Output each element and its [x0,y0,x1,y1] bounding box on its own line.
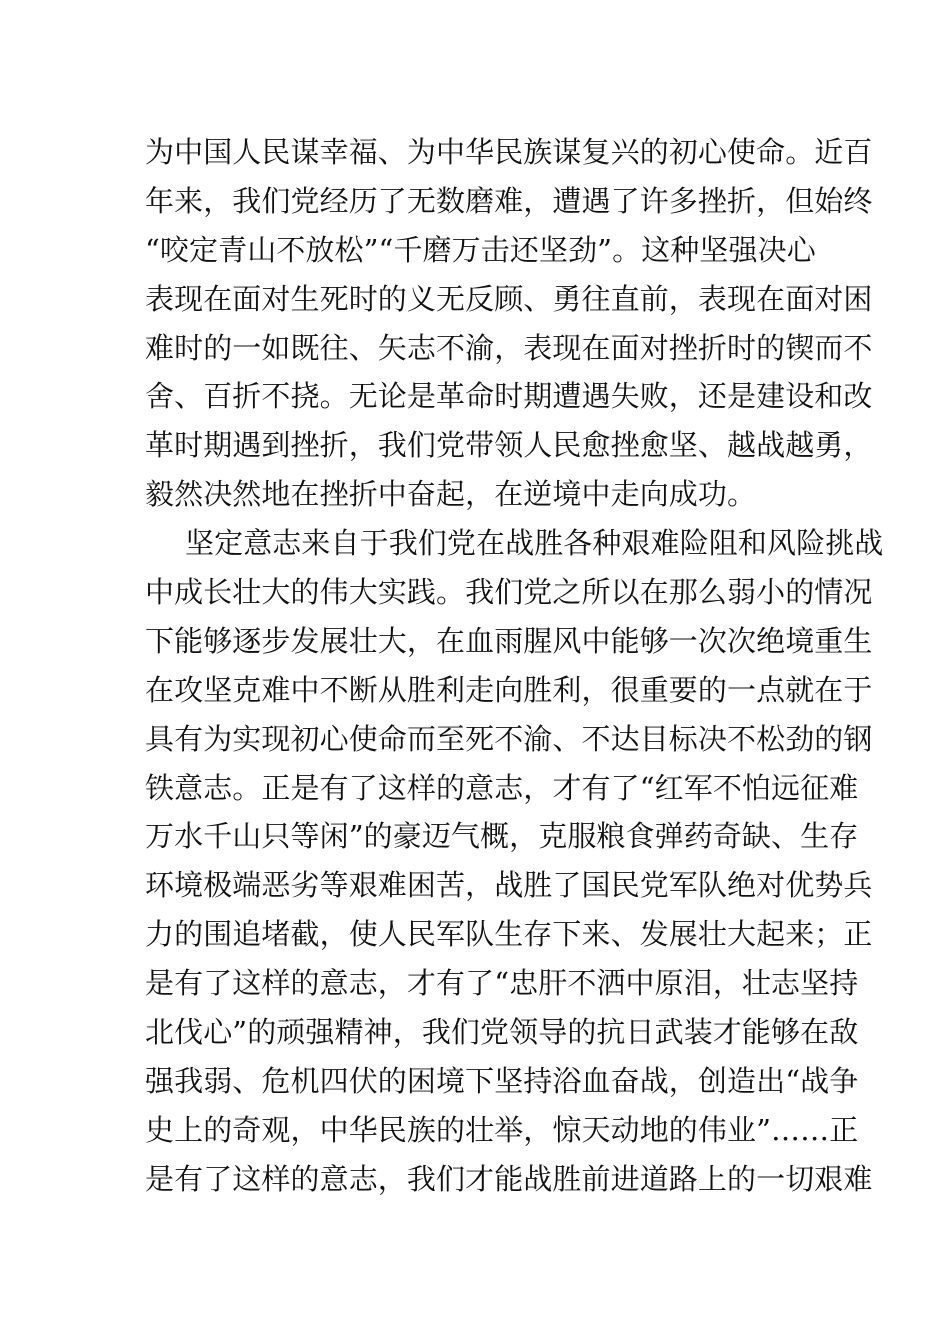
text-line: 铁意志。正是有了这样的意志，才有了“红军不怕远征难 [145,770,859,805]
text-line: 为中国人民谋幸福、为中华民族谋复兴的初心使命。近百 [145,135,873,169]
text-line: 革时期遇到挫折，我们党带领人民愈挫愈坚、越战越勇， [145,428,873,463]
text-line: 是有了这样的意志，我们才能战胜前进道路上的一切艰难 [145,1161,873,1196]
text-line: 是有了这样的意志，才有了“忠肝不洒中原泪，壮志坚持 [145,966,859,1001]
text-line: 北伐心”的顽强精神，我们党领导的抗日武装才能够在敌 [145,1015,859,1050]
text-line: 难时的一如既往、矢志不渝，表现在面对挫折时的锲而不 [145,330,873,365]
text-line: 表现在面对生死时的义无反顾、勇往直前，表现在面对困 [145,281,873,316]
text-line: 史上的奇观，中华民族的壮举，惊天动地的伟业”……正 [145,1112,859,1147]
text-line: 力的围追堵截，使人民军队生存下来、发展壮大起来；正 [145,917,873,952]
text-line: 年来，我们党经历了无数磨难，遭遇了许多挫折，但始终 [145,183,873,218]
text-line: 毅然决然地在挫折中奋起，在逆境中走向成功。 [145,477,757,512]
paragraph-1 [145,128,873,519]
text-line: “咬定青山不放松”“千磨万击还坚劲”。这种坚强决心 [145,232,816,267]
paragraph-2 [145,519,884,1203]
text-line: 环境极端恶劣等艰难困苦，战胜了国民党军队绝对优势兵 [145,868,873,903]
body-text [145,128,884,1204]
text-line: 在攻坚克难中不断从胜利走向胜利，很重要的一点就在于 [145,672,873,707]
text-line: 舍、百折不挠。无论是革命时期遭遇失败，还是建设和改 [145,379,873,414]
text-line: 具有为实现初心使命而至死不渝、不达目标决不松劲的钢 [145,721,873,756]
text-line: 强我弱、危机四伏的困境下坚持浴血奋战，创造出“战争 [145,1063,859,1098]
text-line-indented: 坚定意志来自于我们党在战胜各种艰难险阻和风险挑战 [185,526,884,561]
text-line: 万水千山只等闲”的豪迈气概，克服粮食弹药奇缺、生存 [145,819,859,854]
text-line: 下能够逐步发展壮大，在血雨腥风中能够一次次绝境重生 [145,623,873,658]
text-line: 中成长壮大的伟大实践。我们党之所以在那么弱小的情况 [145,575,873,610]
